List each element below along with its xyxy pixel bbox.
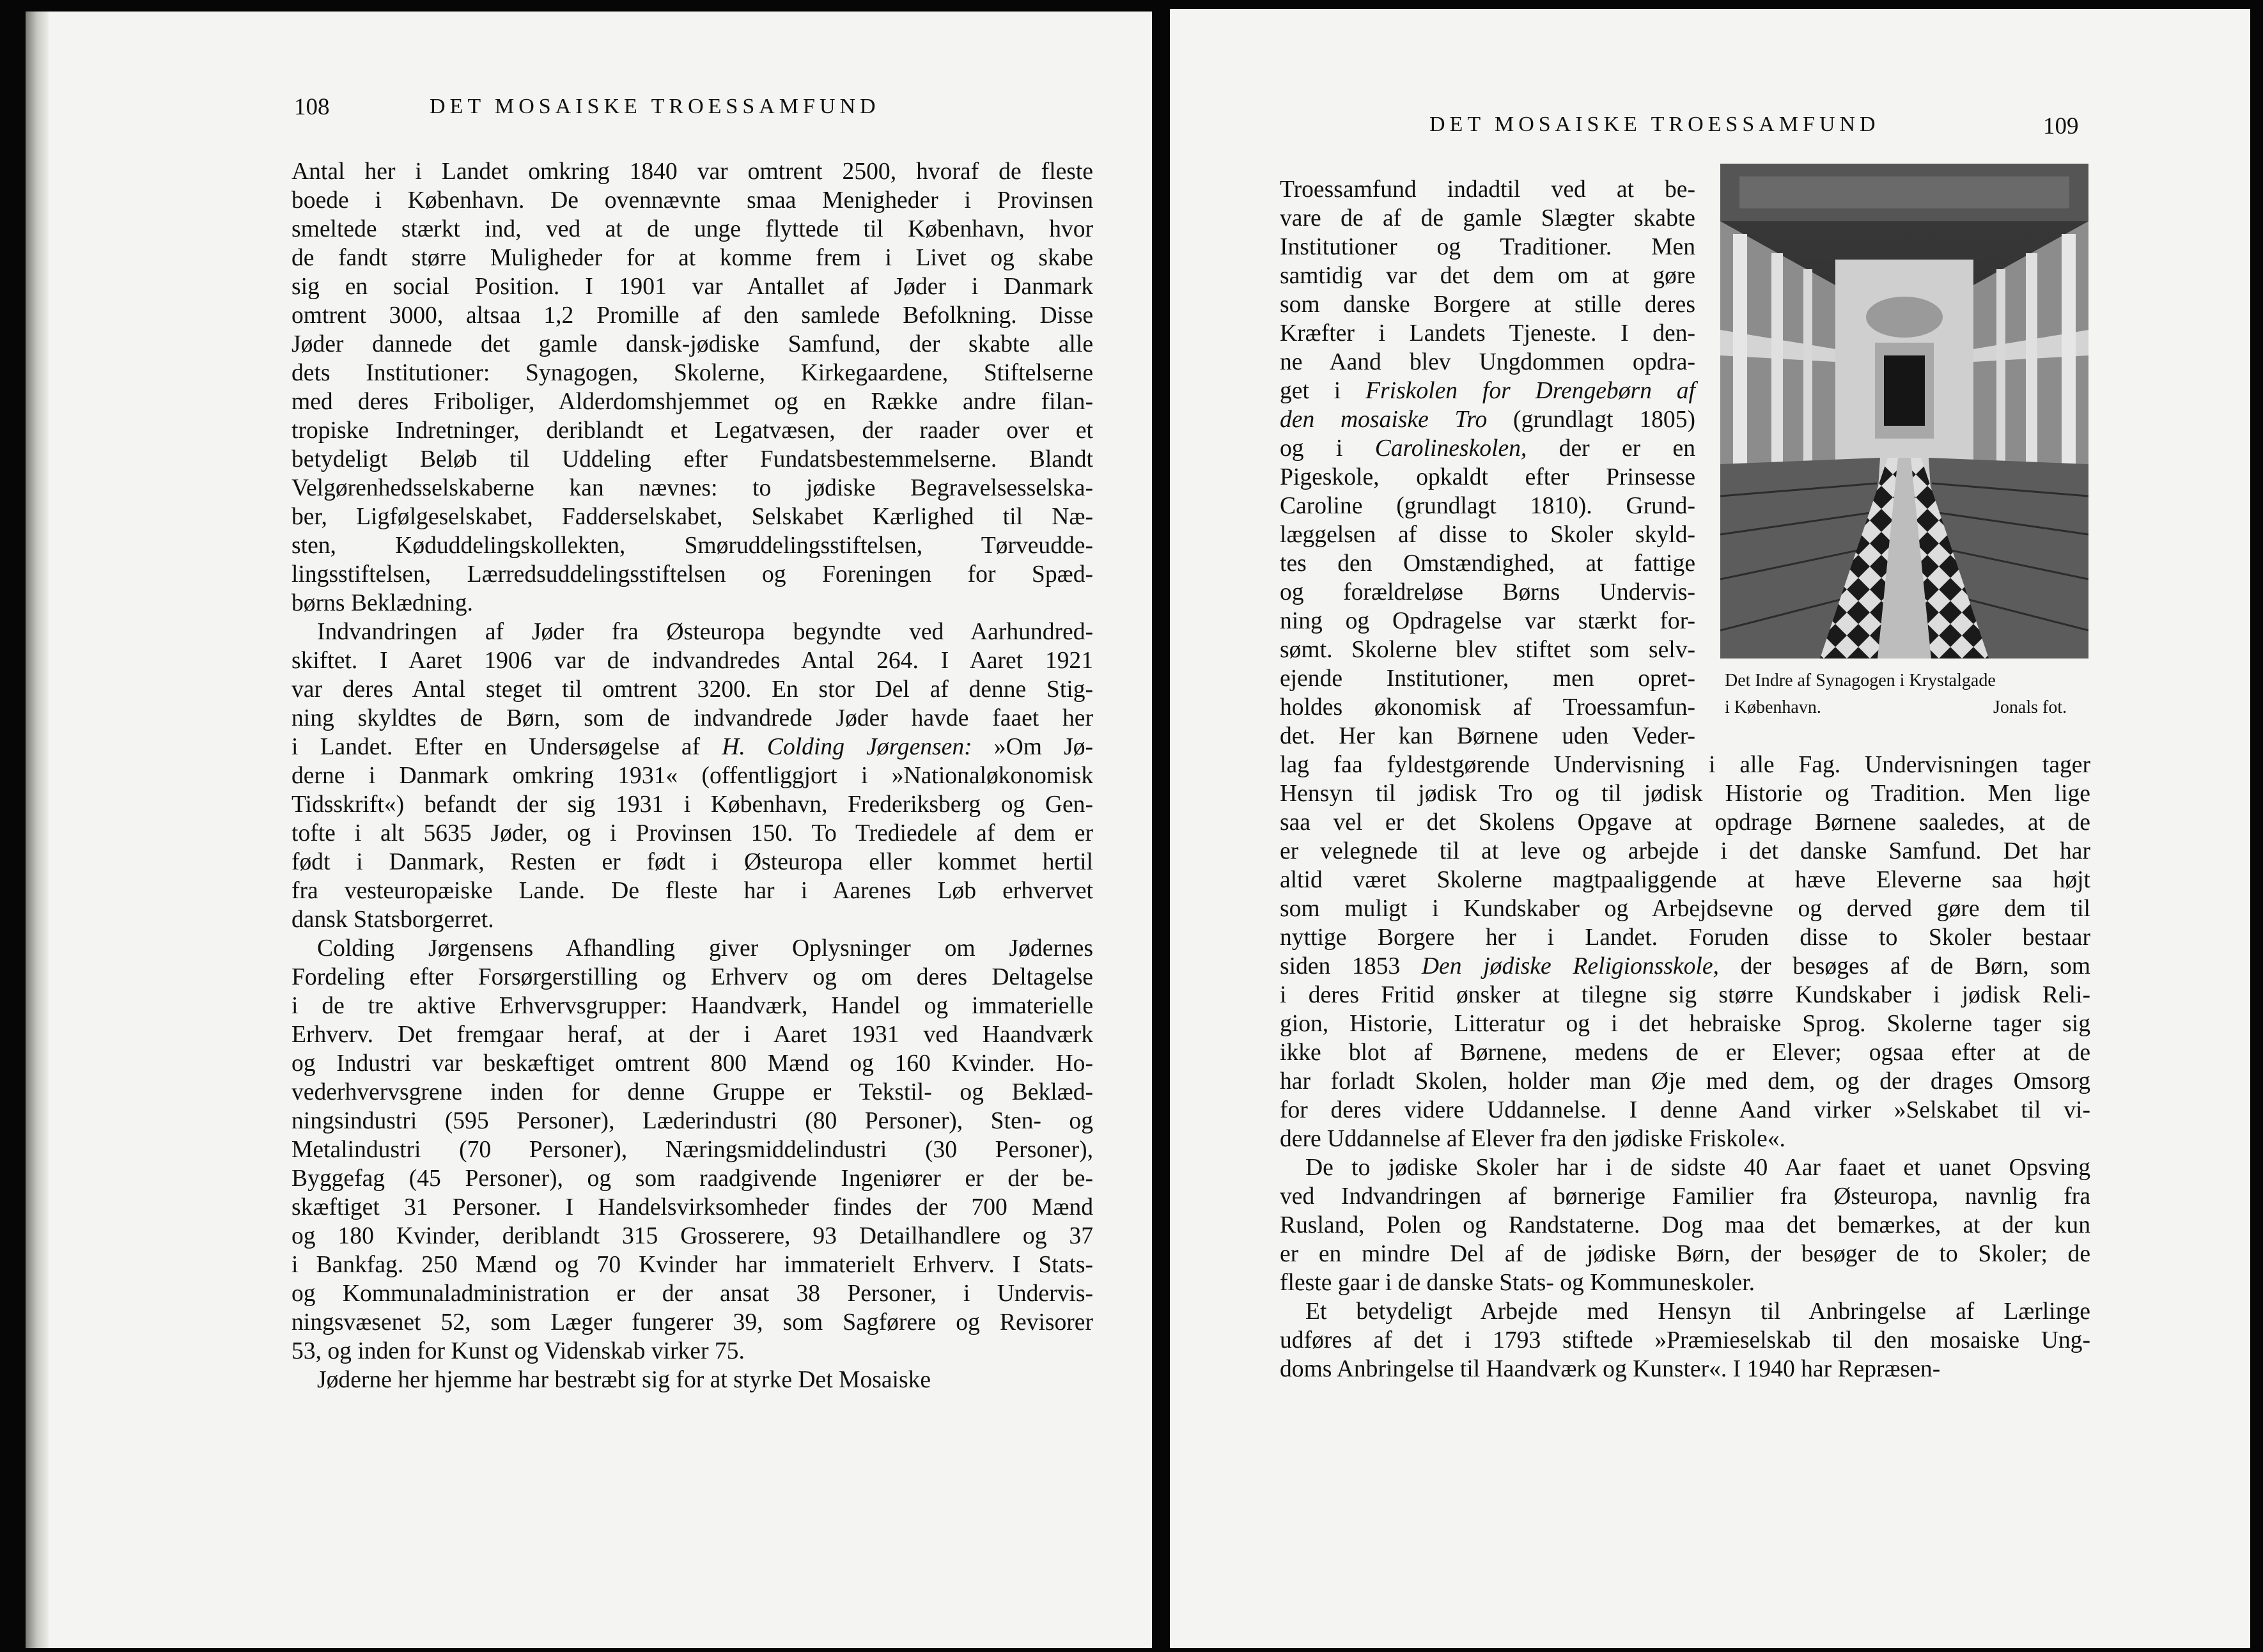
photo-caption-line1: Det Indre af Synagogen i Krystalgade (1725, 671, 1996, 690)
text-line: for deres videre Uddannelse. I denne Aand virker »Selskabet til vi- (1280, 1097, 2090, 1123)
text-line: ningsvæsenet 52, som Læger fungerer 39, som Sagførere og Revisorer (292, 1309, 1093, 1336)
text-line: var deres Antal steget til omtrent 3200. En stor Del af denne Stig- (292, 676, 1093, 703)
text-line: ning skyldtes de Børn, som de indvandrede Jøder havde faaet her (292, 705, 1093, 731)
text-line: vare de af de gamle Slægter skabte (1280, 205, 1695, 231)
text-line: og Kommunaladministration er der ansat 38 Personer, i Undervis- (292, 1281, 1093, 1307)
paragraph (292, 934, 1093, 1366)
text-line: og forældreløse Børns Undervis- (1280, 579, 1695, 605)
text-line: som muligt i Kundskaber og Arbejdsevne og derved gøre dem til (1280, 896, 2090, 922)
text-line: gion, Historie, Litteratur og i det hebraiske Sprog. Skolerne tager sig (1280, 1011, 2090, 1037)
photo-credit: Jonals fot. (1993, 697, 2067, 717)
text-line: og i Carolineskolen, der er en (1280, 435, 1695, 462)
paragraph (1280, 175, 1695, 751)
text-line: sig en social Position. I 1901 var Antallet af Jøder i Danmark (292, 274, 1093, 300)
text-line: Jøder dannede det gamle dansk-jødiske Samfund, der skabte alle (292, 331, 1093, 357)
text-line: det. Her kan Børnene uden Veder- (1280, 723, 1695, 749)
text-line: Byggefag (45 Personer), og som raadgivende Ingeniører er der be- (292, 1165, 1093, 1192)
text-line: Kræfter i Landets Tjeneste. I den- (1280, 320, 1695, 347)
text-line: Caroline (grundlagt 1810). Grund- (1280, 493, 1695, 519)
paragraph (292, 1366, 1093, 1394)
text-line: med deres Friboliger, Alderdomshjemmet og en Række andre filan- (292, 389, 1093, 415)
text-line: Antal her i Landet omkring 1840 var omtrent 2500, hvoraf de fleste (292, 159, 1093, 185)
text-line: ber, Ligfølgeselskabet, Fadderselskabet, Selskabet Kærlighed til Næ- (292, 504, 1093, 530)
right-page (1170, 9, 2250, 1648)
text-line: Troessamfund indadtil ved at be- (1280, 176, 1695, 203)
text-line: Rusland, Polen og Randstaterne. Dog maa det bemærkes, at der kun (1280, 1212, 2090, 1238)
text-line: fra vesteuropæiske Lande. De fleste har i Aarenes Løb erhvervet (292, 878, 1093, 904)
text-line: Fordeling efter Forsørgerstilling og Erhverv og om deres Deltagelse (292, 964, 1093, 990)
text-line: ved Indvandringen af børnerige Familier fra Østeuropa, navnlig fra (1280, 1183, 2090, 1210)
running-head: DET MOSAISKE TROESSAMFUND (1429, 113, 1880, 136)
text-line: Et betydeligt Arbejde med Hensyn til Anbringelse af Lærlinge (1305, 1298, 2090, 1325)
text-line: og 180 Kvinder, deriblandt 315 Grosserere, 93 Detailhandlere og 37 (292, 1223, 1093, 1249)
text-line: vederhvervsgrene inden for denne Gruppe er Tekstil- og Beklæd- (292, 1079, 1093, 1105)
text-line: Hensyn til jødisk Tro og til jødisk Historie og Tradition. Men lige (1280, 781, 2090, 807)
text-line: er en mindre Del af de jødiske Børn, der besøger de to Skoler; de (1280, 1241, 2090, 1267)
text-line: tropiske Indretninger, deriblandt et Legatvæsen, der raader over et (292, 417, 1093, 444)
paragraph (1280, 751, 2090, 1153)
text-line: dets Institutioner: Synagogen, Skolerne, Kirkegaardene, Stiftelserne (292, 360, 1093, 386)
text-line: skiftet. I Aaret 1906 var de indvandredes Antal 264. I Aaret 1921 (292, 648, 1093, 674)
text-line: i de tre aktive Erhvervsgrupper: Haandværk, Handel og immaterielle (292, 993, 1093, 1019)
paragraph (1280, 1297, 2090, 1383)
text-line: Tidsskrift«) befandt der sig 1931 i København, Frederiksberg og Gen- (292, 791, 1093, 818)
running-head: DET MOSAISKE TROESSAMFUND (430, 95, 880, 118)
text-line: Pigeskole, opkaldt efter Prinsesse (1280, 464, 1695, 490)
text-line: ning og Opdragelse var stærkt for- (1280, 608, 1695, 634)
text-line: dansk Statsborgerret. (292, 907, 494, 933)
text-line: siden 1853 Den jødiske Religionsskole, der besøges af de Børn, som (1280, 953, 2090, 979)
text-line: saa vel er det Skolens Opgave at opdrage Børnene saaledes, at de (1280, 809, 2090, 836)
text-line: har forladt Skolen, holder man Øje med dem, og der drages Omsorg (1280, 1068, 2090, 1095)
text-line: lingsstiftelsen, Lærredsuddelingsstiftelsen og Foreningen for Spæd- (292, 561, 1093, 588)
text-line: i Landet. Efter en Undersøgelse af H. Colding Jørgensen: »Om Jø- (292, 734, 1094, 760)
text-line: ejende Institutioner, men opret- (1280, 666, 1695, 692)
text-line: den mosaiske Tro (grundlagt 1805) (1280, 407, 1695, 433)
text-line: smeltede stærkt ind, ved at de unge flyttede til København, hvor (292, 216, 1093, 242)
text-line: betydeligt Beløb til Uddeling efter Fundatsbestemmelserne. Blandt (292, 446, 1093, 472)
photo-caption-place: i København. (1725, 697, 1821, 717)
page-edge (26, 12, 49, 1648)
text-line: læggelsen af disse to Skoler skyld- (1280, 522, 1695, 548)
text-line: skæftiget 31 Personer. I Handelsvirksomheder findes der 700 Mænd (292, 1194, 1093, 1220)
text-line: børns Beklædning. (292, 590, 473, 616)
text-line: Institutioner og Traditioner. Men (1280, 234, 1695, 260)
text-line: i deres Fritid ønsker at tilegne sig større Kundskaber i jødisk Reli- (1280, 982, 2090, 1008)
text-line: Velgørenhedsselskaberne kan nævnes: to jødiske Begravelsesselska- (292, 475, 1093, 501)
page-number: 109 (2043, 113, 2079, 139)
text-line: derne i Danmark omkring 1931« (offentliggjort i »Nationaløkonomisk (292, 763, 1093, 789)
text-line: Colding Jørgensens Afhandling giver Oplysninger om Jødernes (317, 935, 1093, 962)
text-line: tofte i alt 5635 Jøder, og i Provinsen 150. To Trediedele af dem er (292, 820, 1093, 846)
text-line: tes den Omstændighed, at fattige (1280, 550, 1695, 577)
text-line: omtrent 3000, altsaa 1,2 Promille af den samlede Befolkning. Disse (292, 302, 1093, 329)
text-line: ningsindustri (595 Personer), Læderindustri (80 Personer), Sten- og (292, 1108, 1093, 1134)
right-narrow-text (1280, 175, 1695, 751)
text-line: de fandt større Muligheder for at komme frem i Livet og skabe (292, 245, 1093, 271)
text-line: altid været Skolerne magtpaaliggende at hæve Eleverne saa højt (1280, 867, 2090, 893)
paragraph (292, 157, 1093, 618)
text-line: Erhverv. Det fremgaar heraf, at der i Aaret 1931 ved Haandværk (292, 1022, 1093, 1048)
text-line: er velegnede til at leve og arbejde i det danske Samfund. Det har (1280, 838, 2090, 864)
text-line: udføres af det i 1793 stiftede »Præmieselskab til den mosaiske Ung- (1280, 1327, 2090, 1353)
text-line: ne Aand blev Ungdommen opdra- (1280, 349, 1695, 375)
text-line: ikke blot af Børnene, medens de er Elever; ogsaa efter at de (1280, 1040, 2090, 1066)
text-line: De to jødiske Skoler har i de sidste 40 Aar faaet et uanet Opsving (1305, 1155, 2090, 1181)
text-line: sten, Køduddelingskollekten, Smøruddelingsstiftelsen, Tørveudde- (292, 533, 1093, 559)
text-line: og Industri var beskæftiget omtrent 800 Mænd og 160 Kvinder. Ho- (292, 1050, 1093, 1077)
paragraph (292, 618, 1093, 934)
page-number: 108 (294, 94, 330, 120)
text-line: i Bankfag. 250 Mænd og 70 Kvinder har immaterielt Erhverv. I Stats- (292, 1252, 1093, 1278)
text-line: nyttige Borgere her i Landet. Foruden disse to Skoler bestaar (1280, 924, 2090, 951)
text-line: sømt. Skolerne blev stiftet som selv- (1280, 637, 1695, 663)
paragraph (1280, 1153, 2090, 1297)
text-line: fleste gaar i de danske Stats- og Kommuneskoler. (1280, 1270, 1755, 1296)
text-line: holdes økonomisk af Troessamfun- (1280, 694, 1695, 721)
text-line: samtidig var det dem om at gøre (1280, 263, 1695, 289)
text-line: Indvandringen af Jøder fra Østeuropa begyndte ved Aarhundred- (317, 619, 1093, 645)
text-line: boede i København. De ovennævnte smaa Menigheder i Provinsen (292, 187, 1093, 214)
text-line: 53, og inden for Kunst og Videnskab virker 75. (292, 1338, 745, 1364)
text-line: lag faa fyldestgørende Undervisning i alle Fag. Undervisningen tager (1280, 752, 2090, 778)
text-line: som danske Borgere at stille deres (1280, 292, 1695, 318)
right-wide-text (1280, 751, 2090, 1383)
text-line: dere Uddannelse af Elever fra den jødiske Friskole«. (1280, 1126, 1785, 1152)
text-line: Jøderne her hjemme har bestræbt sig for at styrke Det Mosaiske (317, 1367, 931, 1393)
text-line: Metalindustri (70 Personer), Næringsmiddelindustri (30 Personer), (292, 1137, 1093, 1163)
synagogue-interior-photo (1720, 164, 2088, 658)
text-line: doms Anbringelse til Haandværk og Kunster«. I 1940 har Repræsen- (1280, 1356, 1941, 1382)
text-line: født i Danmark, Resten er født i Østeuropa eller kommet hertil (292, 849, 1093, 875)
left-body-text (292, 157, 1093, 1394)
left-page (26, 12, 1152, 1648)
text-line: get i Friskolen for Drengebørn af (1280, 378, 1695, 404)
